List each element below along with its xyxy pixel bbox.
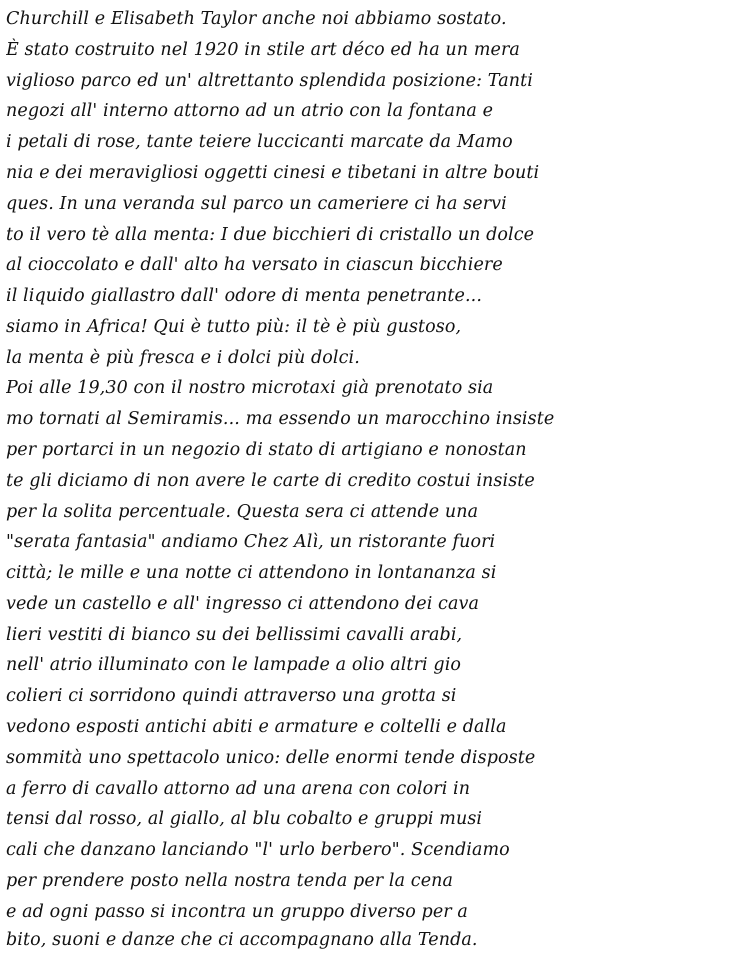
text-line-27: tensi dal rosso, al giallo, al blu cobalto e gruppi musi (6, 809, 483, 829)
text-line-30: e ad ogni passo si incontra un gruppo diverso per a (6, 902, 468, 922)
text-line-14: mo tornati al Semiramis... ma essendo un marocchino insiste (6, 409, 555, 429)
text-line-6: nia e dei meravigliosi oggetti cinesi e tibetani in altre bouti (6, 163, 540, 183)
text-line-5: i petali di rose, tante teiere luccicanti marcate da Mamo (6, 132, 513, 152)
text-line-19: città; le mille e una notte ci attendono in lontananza si (6, 563, 497, 583)
text-line-28: cali che danzano lanciando "l' urlo berbero". Scendiamo (6, 840, 510, 860)
text-line-12: la menta è più fresca e i dolci più dolci. (6, 348, 360, 368)
text-line-1: Churchill e Elisabeth Taylor anche noi abbiamo sostato. (6, 9, 507, 29)
text-line-9: al cioccolato e dall' alto ha versato in ciascun bicchiere (6, 255, 503, 275)
text-line-15: per portarci in un negozio di stato di artigiano e nonostan (6, 440, 527, 460)
text-line-23: colieri ci sorridono quindi attraverso una grotta si (6, 686, 457, 706)
text-line-17: per la solita percentuale. Questa sera ci attende una (6, 502, 479, 522)
text-line-26: a ferro di cavallo attorno ad una arena con colori in (6, 779, 471, 799)
text-line-3: viglioso parco ed un' altrettanto splendida posizione: Tanti (6, 71, 533, 91)
text-line-25: sommità uno spettacolo unico: delle enormi tende disposte (6, 748, 536, 768)
text-line-16: te gli diciamo di non avere le carte di credito costui insiste (6, 471, 535, 491)
text-line-22: nell' atrio illuminato con le lampade a olio altri gio (6, 655, 462, 675)
text-line-10: il liquido giallastro dall' odore di menta penetrante... (6, 286, 482, 306)
text-line-13: Poi alle 19,30 con il nostro microtaxi già prenotato sia (6, 378, 494, 398)
text-line-20: vede un castello e all' ingresso ci attendono dei cava (6, 594, 480, 614)
text-line-7: ques. In una veranda sul parco un cameriere ci ha servi (6, 194, 507, 214)
text-line-31: bito, suoni e danze che ci accompagnano alla Tenda. (6, 930, 478, 950)
text-line-2: È stato costruito nel 1920 in stile art déco ed ha un mera (6, 40, 520, 60)
text-line-11: siamo in Africa! Qui è tutto più: il tè è più gustoso, (6, 317, 462, 337)
text-line-18: "serata fantasia" andiamo Chez Alì, un ristorante fuori (6, 532, 496, 552)
text-line-21: lieri vestiti di bianco su dei bellissimi cavalli arabi, (6, 625, 463, 645)
text-line-29: per prendere posto nella nostra tenda per la cena (6, 871, 454, 891)
text-line-4: negozi all' interno attorno ad un atrio con la fontana e (6, 101, 494, 121)
text-line-24: vedono esposti antichi abiti e armature e coltelli e dalla (6, 717, 507, 737)
text-line-8: to il vero tè alla menta: I due bicchieri di cristallo un dolce (6, 225, 535, 245)
